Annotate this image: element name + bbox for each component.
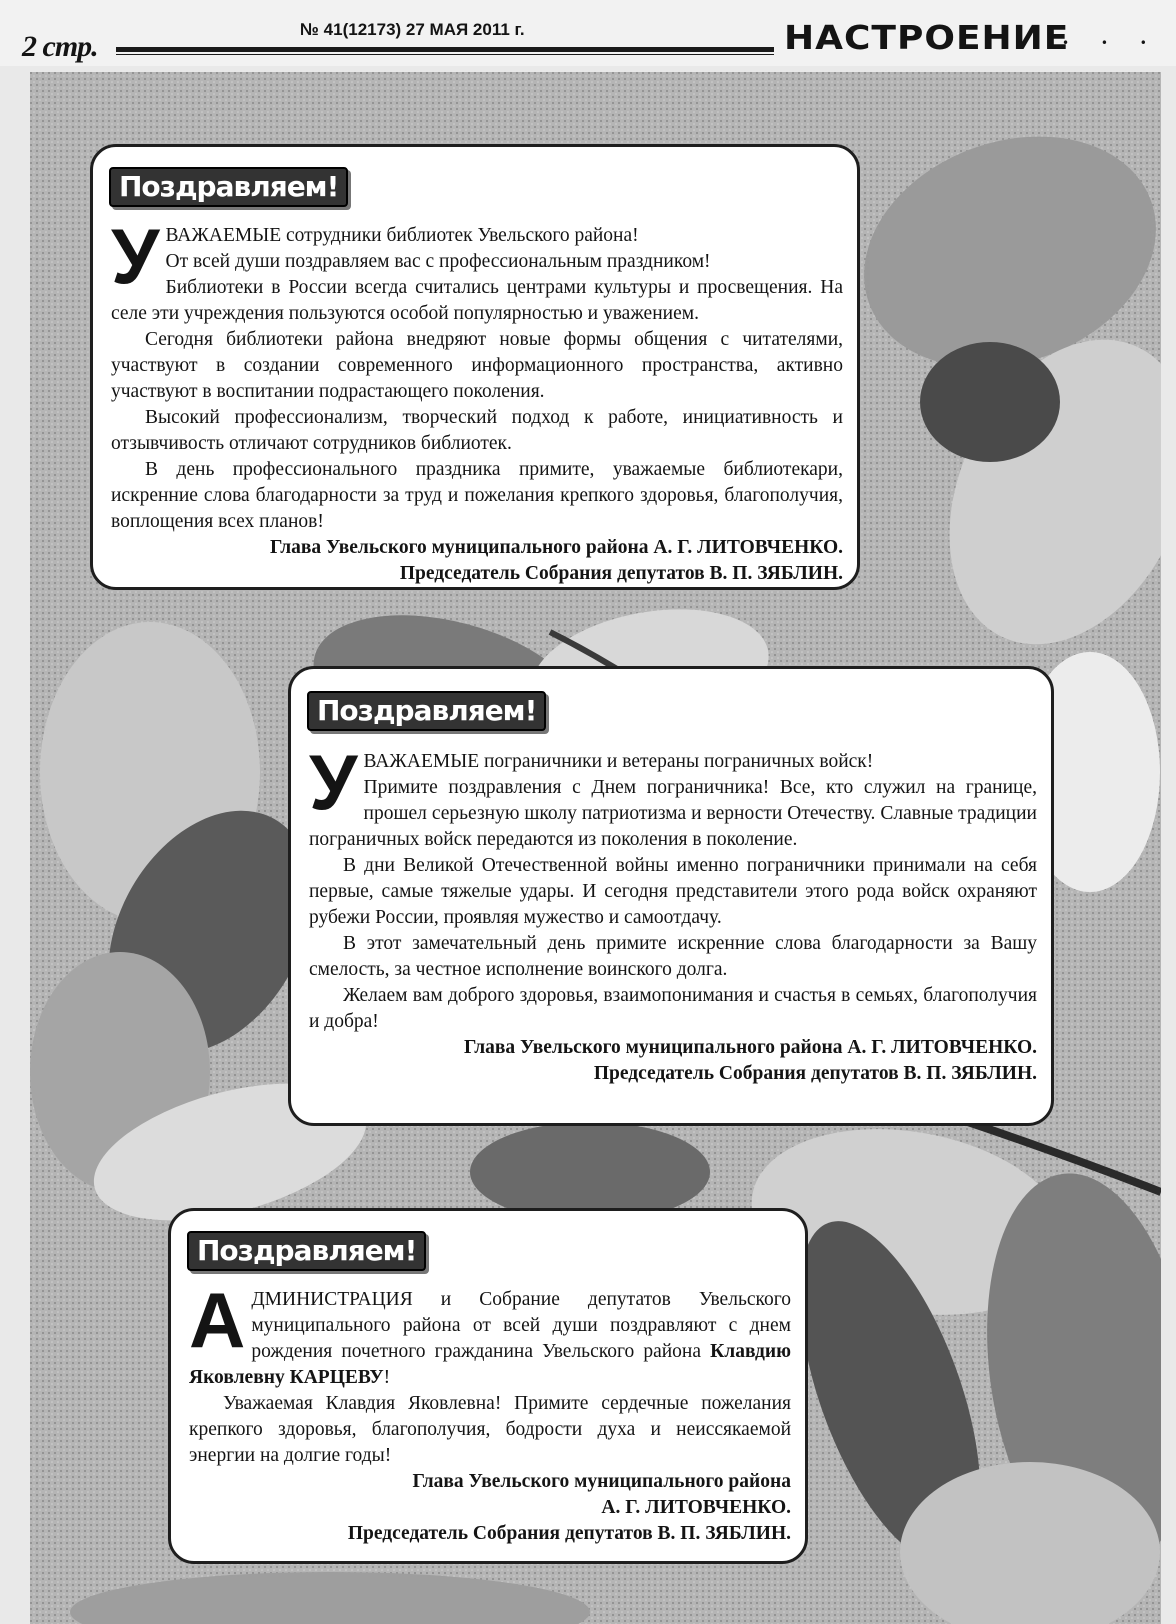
greeting-card-border-guards	[288, 666, 1054, 1126]
drop-cap: У	[309, 738, 358, 826]
signature: Председатель Собрания депутатов В. П. ЗЯБЛИН.	[593, 1063, 1037, 1084]
signature: Глава Увельского муниципального района А. Г. ЛИТОВЧЕНКО.	[463, 1037, 1037, 1058]
signature: Председатель Собрания депутатов В. П. ЗЯБЛИН.	[399, 563, 843, 584]
paragraph: Библиотеки в России всегда считались центрами культуры и просвещения. На селе эти учреждения пользуются особой популярностью и уважением.	[111, 277, 843, 324]
lead-end: !	[383, 1367, 391, 1388]
signature: Глава Увельского муниципального района	[412, 1471, 791, 1492]
section-title: НАСТРОЕНИЕ	[784, 19, 1070, 58]
paragraph: В этот замечательный день примите искренние слова благодарности за Вашу смелость, за честное исполнение воинского долга.	[309, 933, 1037, 980]
greeting-lead: ДМИНИСТРАЦИЯ и Собрание депутатов Увельского муниципального района от всей души поздравляют с днем рождения почетного гражданина Увельского района	[251, 1289, 791, 1362]
greeting-text	[309, 738, 1037, 1087]
signature: А. Г. ЛИТОВЧЕНКО.	[601, 1497, 791, 1518]
signature: Глава Увельского муниципального района А. Г. ЛИТОВЧЕНКО.	[269, 537, 843, 558]
drop-cap: У	[111, 212, 160, 300]
greeting-badge: Поздравляем!	[307, 691, 546, 731]
page-header	[0, 0, 1176, 66]
paragraph: В дни Великой Отечественной войны именно пограничники принимали на себя первые, самые тяжелые удары. И сегодня представители этого рода войск охраняют рубежи России, проявляя мужество и самоотдачу.	[309, 855, 1037, 928]
paragraph: Уважаемая Клавдия Яковлевна! Примите сердечные пожелания крепкого здоровья, благополучия, бодрости духа и неиссякаемой энергии на долгие годы!	[189, 1393, 791, 1466]
paragraph: В день профессионального праздника примите, уважаемые библиотекари, искренние слова благодарности за труд и пожелания крепкого здоровья, благополучия, воплощения всех планов!	[111, 459, 843, 532]
greeting-text	[189, 1276, 791, 1547]
page-number: 2 стр.	[22, 30, 98, 63]
header-rule-thin	[116, 54, 774, 55]
paragraph: Желаем вам доброго здоровья, взаимопонимания и счастья в семьях, благополучия и добра!	[309, 985, 1037, 1032]
greeting-badge: Поздравляем!	[187, 1231, 426, 1271]
paragraph: Примите поздравления с Днем пограничника! Все, кто служил на границе, прошел серьезную школу патриотизма и верности Отечеству. Славные традиции пограничных войск передаются из поколения в поколение.	[309, 777, 1037, 850]
issue-info: № 41(12173) 27 МАЯ 2011 г.	[300, 20, 525, 39]
greeting-text	[111, 212, 843, 587]
signature: Председатель Собрания депутатов В. П. ЗЯБЛИН.	[347, 1523, 791, 1544]
drop-cap: А	[189, 1276, 246, 1364]
greeting-lead: ВАЖАЕМЫЕ сотрудники библиотек Увельского района!	[165, 225, 639, 246]
paragraph: Сегодня библиотеки района внедряют новые формы общения с читателями, участвуют в создании современного информационного пространства, активно участвуют в воспитании подрастающего поколения.	[111, 329, 843, 402]
greeting-badge: Поздравляем!	[109, 167, 348, 207]
greeting-card-librarians	[90, 144, 860, 590]
header-rule	[116, 47, 774, 52]
honoree-name: Клавдию Яковлевну КАРЦЕВУ	[189, 1341, 791, 1388]
paragraph: От всей души поздравляем вас с профессиональным праздником!	[165, 251, 711, 272]
paragraph: Высокий профессионализм, творческий подход к работе, инициативность и отзывчивость отличают сотрудников библиотек.	[111, 407, 843, 454]
greeting-card-kartseva	[168, 1208, 808, 1564]
greeting-lead: ВАЖАЕМЫЕ пограничники и ветераны пограничных войск!	[363, 751, 874, 772]
section-dots: • • •	[1062, 36, 1161, 50]
